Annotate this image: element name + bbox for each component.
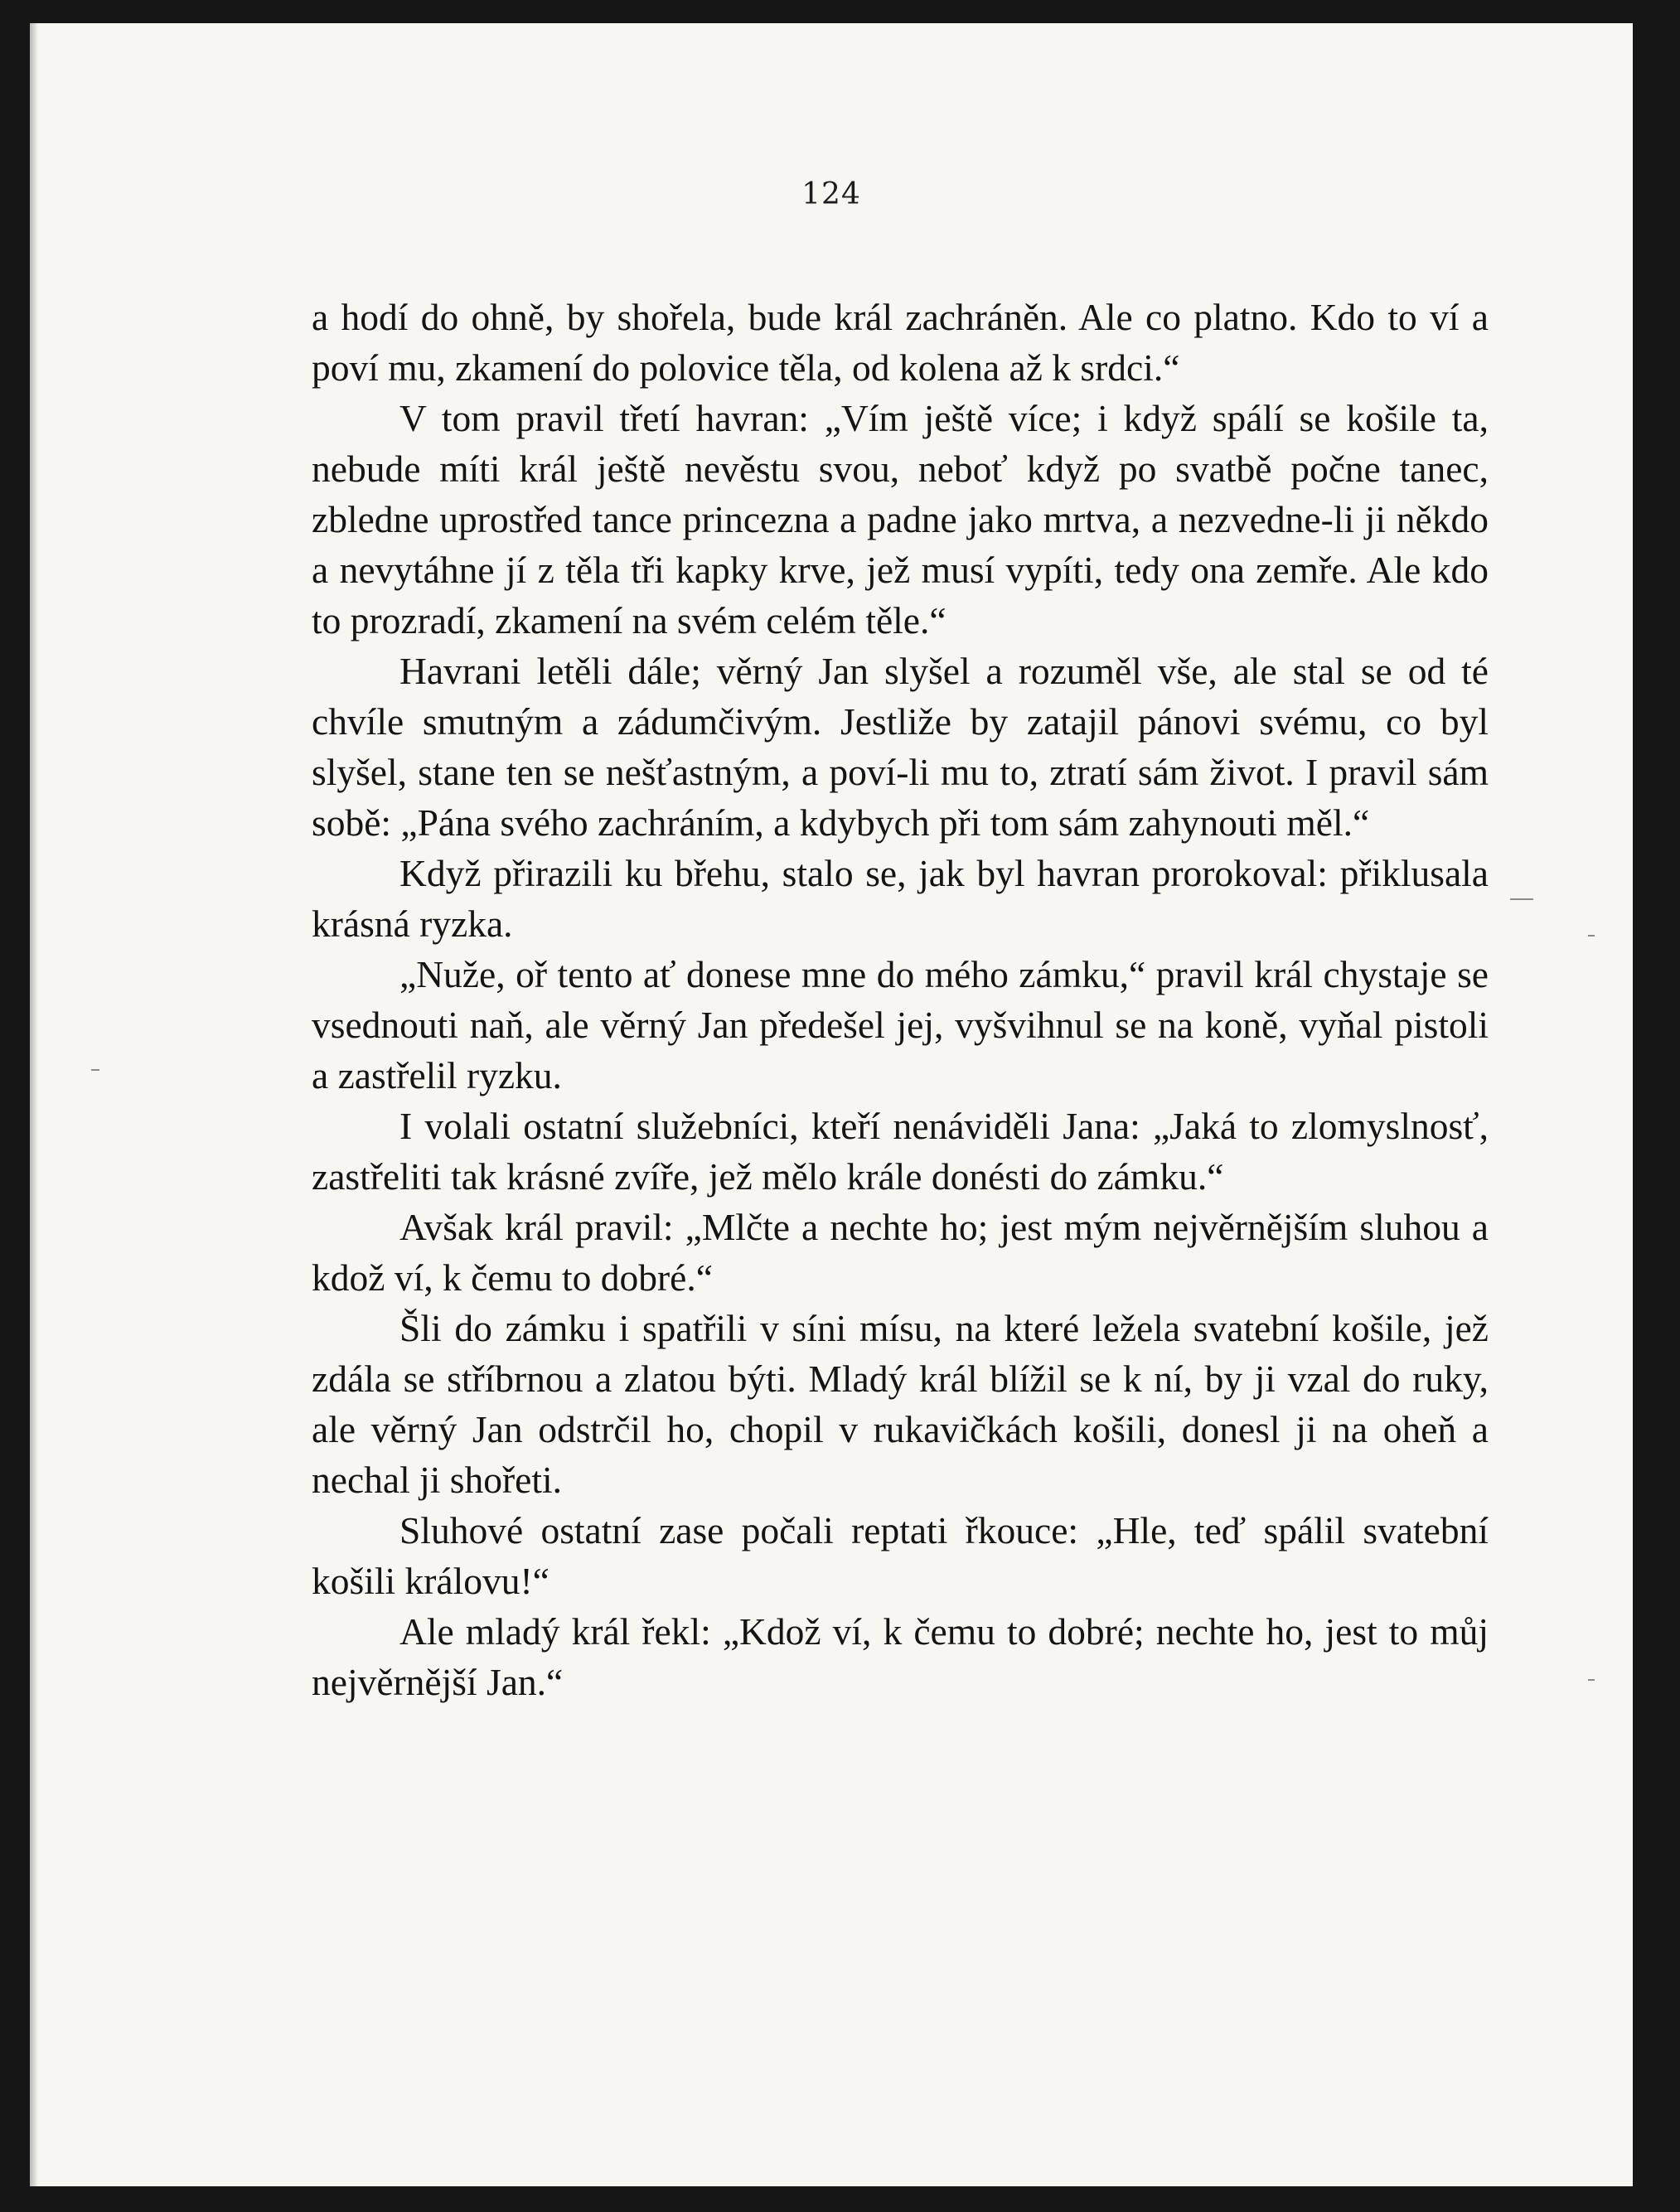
book-page	[30, 23, 1633, 2186]
margin-mark-right-3	[1588, 1679, 1595, 1681]
page-number: 124	[801, 177, 861, 211]
page-edge-shadow	[30, 23, 38, 2186]
paragraph-6: I volali ostatní služebníci, kteří nenáviděli Jana: „Jaká to zlomyslnosť, zastřeliti tak krásné zvíře, jež mělo krále donésti do zámku.“	[312, 1105, 1489, 1198]
paragraph-3: Havrani letěli dále; věrný Jan slyšel a rozuměl vše, ale stal se od té chvíle smutným a zádumčivým. Jestliže by zatajil pánovi svému, co byl slyšel, stane ten se nešťastným, a poví-li mu to, ztratí sám život. I pravil sám sobě: „Pána svého zachráním, a kdybych při tom sám zahynouti měl.“	[312, 650, 1489, 844]
margin-mark-right-1	[1510, 898, 1533, 900]
paragraph-7: Avšak král pravil: „Mlčte a nechte ho; jest mým nejvěrnějším sluhou a kdož ví, k čemu to dobré.“	[312, 1206, 1489, 1299]
paragraph-10: Ale mladý král řekl: „Kdož ví, k čemu to dobré; nechte ho, jest to můj nejvěrnější Jan.“	[312, 1610, 1489, 1703]
paragraph-2: V tom pravil třetí havran: „Vím ještě více; i když spálí se košile ta, nebude míti král ještě nevěstu svou, neboť když po svatbě počne tanec, zbledne uprostřed tance princezna a padne jako mrtva, a nezvedne-li ji někdo a nevytáhne jí z těla tři kapky krve, jež musí vypíti, tedy ona zemře. Ale kdo to prozradí, zkamení na svém celém těle.“	[312, 397, 1489, 641]
paragraph-1: a hodí do ohně, by shořela, bude král zachráněn. Ale co platno. Kdo to ví a poví mu, zkamení do polovice těla, od kolena až k srdci.“	[312, 296, 1489, 389]
paragraph-9: Sluhové ostatní zase počali reptati řkouce: „Hle, teď spálil svatební košili královu!“	[312, 1509, 1489, 1602]
margin-mark-left-1	[91, 1069, 99, 1071]
paragraph-4: Když přirazili ku břehu, stalo se, jak byl havran prorokoval: přiklusala krásná ryzka.	[312, 852, 1489, 945]
paragraph-8: Šli do zámku i spatřili v síni mísu, na které ležela svatební košile, jež zdála se stříbrnou a zlatou býti. Mladý král blížil se k ní, by ji vzal do ruky, ale věrný Jan odstrčil ho, chopil v rukavičkách košili, donesl ji na oheň a nechal ji shořeti.	[312, 1307, 1489, 1501]
paragraph-5: „Nuže, oř tento ať donese mne do mého zámku,“ pravil král chystaje se vsednouti naň, ale věrný Jan předešel jej, vyšvihnul se na koně, vyňal pistoli a zastřelil ryzku.	[312, 953, 1489, 1096]
margin-mark-right-2	[1588, 935, 1595, 937]
body-text	[312, 292, 1489, 1707]
